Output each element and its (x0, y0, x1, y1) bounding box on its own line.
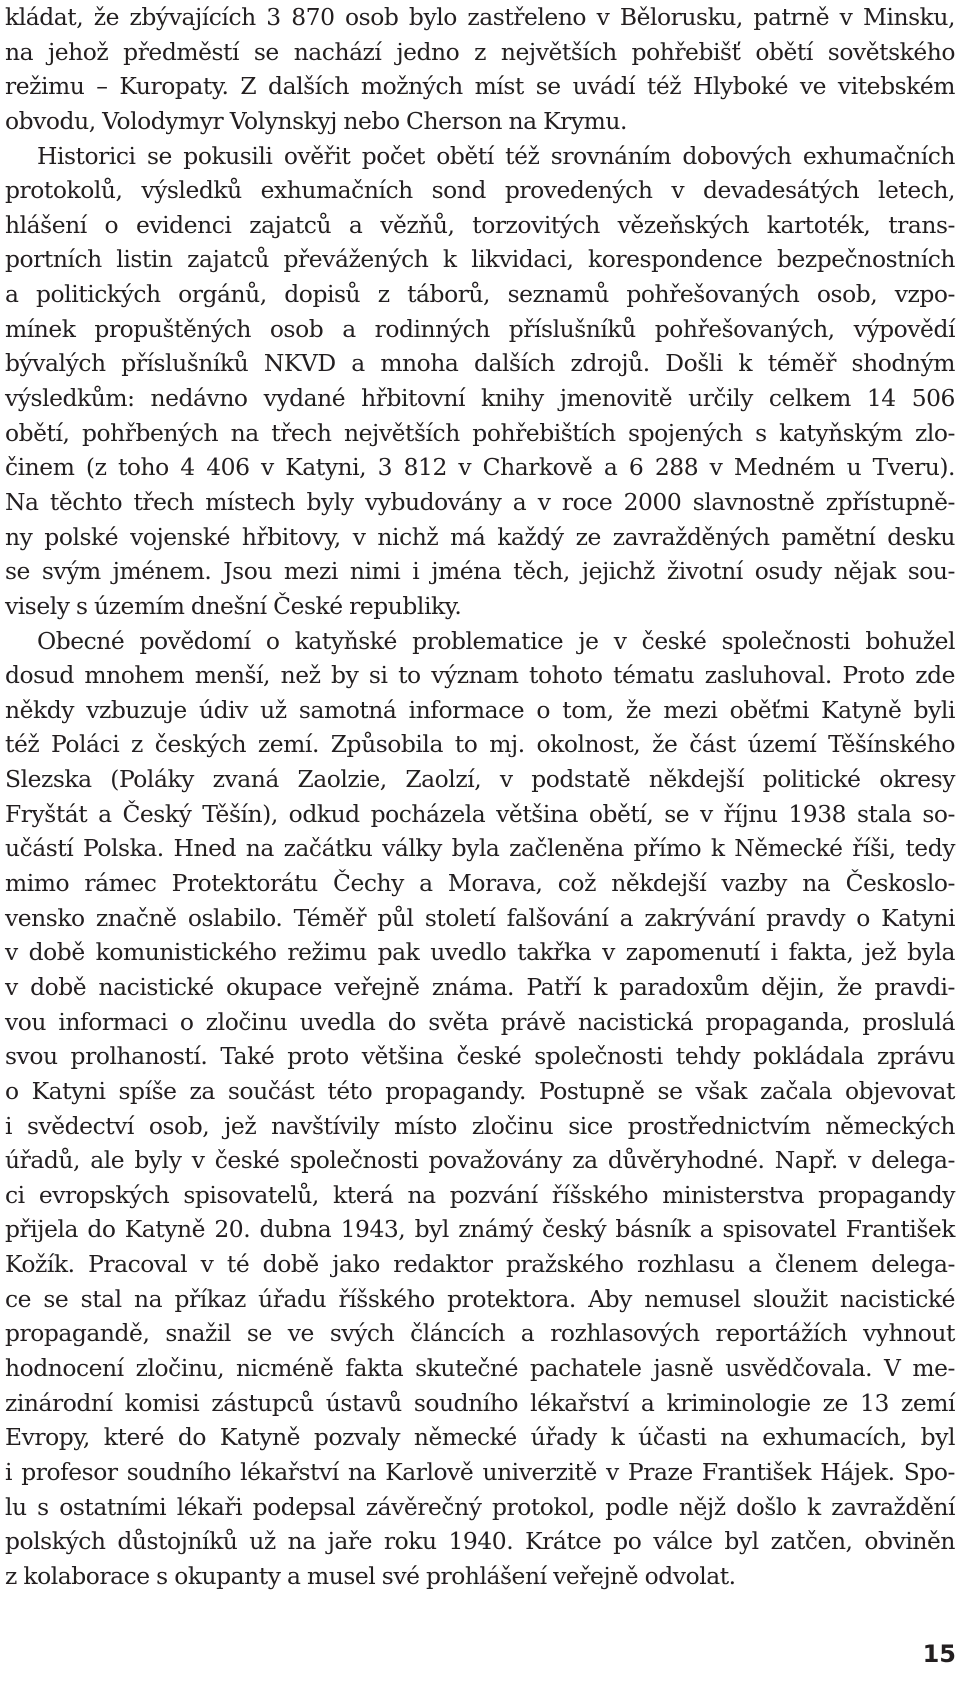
page-number: 15 (922, 1640, 956, 1668)
text-line: hlášení o evidenci zajatců a vězňů, torzovitých vězeňských kartoték, trans- (5, 210, 955, 239)
text-line: hodnocení zločinu, nicméně fakta skutečné pachatele jasně usvědčovala. V me- (5, 1353, 955, 1382)
text-line: ci evropských spisovatelů, která na pozvání říšského ministerstva propagandy (5, 1180, 955, 1209)
text-line: činem (z toho 4 406 v Katyni, 3 812 v Charkově a 6 288 v Medném u Tveru). (5, 453, 955, 482)
text-line: ce se stal na příkaz úřadu říšského protektora. Aby nemusel sloužit nacistické (5, 1284, 955, 1313)
text-line: propagandě, snažil se ve svých článcích a rozhlasových reportážích vyhnout (5, 1319, 955, 1348)
text-line: úřadů, ale byly v české společnosti považovány za důvěryhodné. Např. v delega- (5, 1146, 955, 1175)
text-line: svou prolhaností. Také proto většina české společnosti tehdy pokládala zprávu (5, 1042, 955, 1071)
text-line: obvodu, Volodymyr Volynskyj nebo Cherson na Krymu. (5, 106, 627, 135)
text-line: Kožík. Pracoval v té době jako redaktor pražského rozhlasu a členem delega- (5, 1250, 955, 1279)
text-line: a politických orgánů, dopisů z táborů, seznamů pohřešovaných osob, vzpo- (5, 280, 955, 309)
text-line: lu s ostatními lékaři podepsal závěrečný protokol, podle nějž došlo k zavraždění (5, 1492, 955, 1521)
text-line: bývalých příslušníků NKVD a mnoha dalších zdrojů. Došli k téměř shodným (5, 349, 955, 378)
body-text (5, 0, 955, 1593)
text-line: i profesor soudního lékařství na Karlově univerzitě v Praze František Hájek. Spo- (5, 1457, 955, 1486)
text-line: portních listin zajatců převážených k likvidaci, korespondence bezpečnostních (5, 245, 955, 274)
text-line: dosud mnohem menší, než by si to význam tohoto tématu zasluhoval. Proto zde (5, 661, 955, 690)
paragraph-first-line: Historici se pokusili ověřit počet obětí též srovnáním dobových exhumačních (37, 141, 955, 170)
text-line: na jehož předměstí se nachází jedno z největších pohřebišť obětí sovětského (5, 37, 955, 66)
text-line: ny polské vojenské hřbitovy, v nichž má každý ze zavražděných pamětní desku (5, 522, 955, 551)
text-line: výsledkům: nedávno vydané hřbitovní knihy jmenovitě určily celkem 14 506 (5, 384, 955, 413)
text-line: o Katyni spíše za součást této propagandy. Postupně se však začala objevovat (5, 1076, 955, 1105)
text-line: z kolaborace s okupanty a musel své prohlášení veřejně odvolat. (5, 1561, 736, 1590)
text-line: v době nacistické okupace veřejně známa. Patří k paradoxům dějin, že pravdi- (5, 972, 955, 1001)
document-page (5, 0, 955, 1593)
text-line: někdy vzbuzuje údiv už samotná informace o tom, že mezi oběťmi Katyně byli (5, 695, 955, 724)
text-line: režimu – Kuropaty. Z dalších možných míst se uvádí též Hlyboké ve vitebském (5, 72, 955, 101)
text-line: kládat, že zbývajících 3 870 osob bylo zastřeleno v Bělorusku, patrně v Minsku, (5, 3, 955, 31)
text-line: přijela do Katyně 20. dubna 1943, byl známý český básník a spisovatel František (5, 1215, 955, 1244)
text-line: učástí Polska. Hned na začátku války byla začleněna přímo k Německé říši, tedy (5, 834, 955, 863)
text-line: v době komunistického režimu pak uvedlo takřka v zapomenutí i fakta, jež byla (5, 938, 955, 967)
text-line: zinárodní komisi zástupců ústavů soudního lékařství a kriminologie ze 13 zemí (5, 1388, 955, 1417)
text-line: se svým jménem. Jsou mezi nimi i jména těch, jejichž životní osudy nějak sou- (5, 557, 955, 586)
text-line: Fryštát a Český Těšín), odkud pocházela většina obětí, se v říjnu 1938 stala so- (5, 799, 955, 828)
text-line: polských důstojníků už na jaře roku 1940. Krátce po válce byl zatčen, obviněn (5, 1527, 955, 1556)
text-line: vensko značně oslabilo. Téměř půl století falšování a zakrývání pravdy o Katyni (5, 903, 955, 932)
text-line: visely s územím dnešní České republiky. (5, 591, 462, 620)
text-line: i svědectví osob, jež navštívily místo zločinu sice prostřednictvím německých (5, 1111, 955, 1140)
text-line: Na těchto třech místech byly vybudovány a v roce 2000 slavnostně zpřístupně- (5, 487, 955, 516)
text-line: Slezska (Poláky zvaná Zaolzie, Zaolzí, v podstatě někdejší politické okresy (5, 765, 955, 794)
paragraph-first-line: Obecné povědomí o katyňské problematice je v české společnosti bohužel (37, 626, 955, 655)
text-line: mimo rámec Protektorátu Čechy a Morava, což někdejší vazby na Českoslo- (5, 869, 955, 898)
text-line: Evropy, které do Katyně pozvaly německé úřady k účasti na exhumacích, byl (5, 1423, 955, 1452)
text-line: vou informaci o zločinu uvedla do světa právě nacistická propaganda, proslulá (5, 1007, 955, 1036)
text-line: protokolů, výsledků exhumačních sond provedených v devadesátých letech, (5, 176, 955, 205)
text-line: mínek propuštěných osob a rodinných příslušníků pohřešovaných, výpovědí (5, 314, 955, 343)
text-line: obětí, pohřbených na třech největších pohřebištích spojených s katyňským zlo- (5, 418, 955, 447)
text-line: též Poláci z českých zemí. Způsobila to mj. okolnost, že část území Těšínského (5, 730, 955, 759)
